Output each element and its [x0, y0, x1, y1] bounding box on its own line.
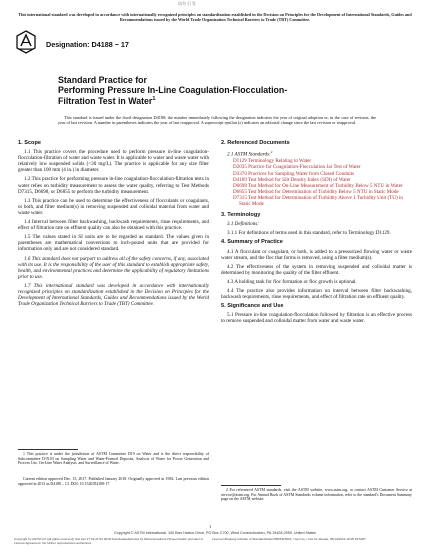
reference-link[interactable]: D6855 Test Method for Determination of Turbidity Below 5 NTU in Static Mode [233, 188, 399, 195]
footnote-1: 1 This practice is under the jurisdiction of ASTM Committee D19 on Water and is the direct responsibility of Subcommittee D19.03 on Sampling Water and Water-Formed Deposits, Analysis of Water for Power Generation and Process Use, On-Line Water Analysis, and Surveillance of Water. [18, 452, 209, 466]
para-1-7: 1.7 This international standard was developed in accordance with internationally recognized principles on standardization established in the Decision on Principles for the Development of International Standards, Guides and Recommendations issued by the World Trade Organization Technical Barriers to Trade (TBT) Committee. [18, 282, 209, 308]
title-footnote-marker: 1 [152, 96, 156, 103]
left-column [18, 140, 209, 310]
title-line-2: Performing Pressure In-Line Coagulation-Flocculation- [58, 84, 288, 95]
para-4-2: 4.2 The effectiveness of the system in removing suspended and colloidal matter is determined by monitoring the quality of the filter effluent. [221, 263, 412, 276]
para-5-1: 5.1 Pressure in-line coagulation-flocculation followed by filtration is an effective process to remove suspended and colloidal matter from water and waste water. [221, 312, 412, 325]
license-right: License=Zhejiang Institute of Standardization/5956115001, User=xx, r Not for Resale, 05/14/2019 19:05:26 MDT [212, 537, 366, 541]
para-1-4: 1.4 Interval between filter backwashing, backwash requirements, rinse requirements, and effect of filtration rate on effluent quality can also be obtained with this practice. [18, 219, 209, 232]
designation: Designation: D4188 − 17 [46, 40, 129, 49]
footnote-rule-right [221, 485, 281, 486]
astm-logo [16, 30, 36, 54]
title-line-3 [58, 95, 378, 107]
para-3-1: 3.1 Definitions: [227, 221, 259, 228]
para-1-6: 1.6 This standard does not purport to address all of the safety concerns, if any, associated with its use. It is the responsibility of the user of this standard to establish appropriate safety, health, and environmental practices and determine the applicability of regulatory limitations prior to use. [18, 255, 209, 280]
para-1-5: 1.5 The values stated in SI units are to be regarded as standard. The values given in parentheses are mathematical conversions to inch-pound units that are provided for information only and are not considered standard. [18, 234, 209, 253]
para-1-3: 1.3 This practice can be used to determine the effectiveness of flocculants or coagulants, or both, and filter medium(s) in removing suspended and colloidal material from water and waste water. [18, 197, 209, 216]
para-4-4: 4.4 The practice also provides information on interval between filter backwashing, backwash requirements, rinse requirements, and effect of filtration rate on effluent quality. [221, 287, 412, 301]
license-left: Copyright by ASTM Int'l (all rights reserved); Sat Jan 27 01:21:54 2018 Downloaded/printed by Mohammadreza Hosseinzadeh pursuant to License Agreement. No further reproductions authorized. [14, 537, 204, 545]
reference-link[interactable]: D7315 Test Method for Determination of Turbidity Above 1 Turbidity Unit (TU) in Static Mode [233, 194, 403, 208]
para-3-1-1: 3.1.1 For definitions of terms used in this standard, refer to Terminology D1129. [227, 230, 391, 237]
footnote-2: 2 For referenced ASTM standards, visit the ASTM website, www.astm.org, or contact ASTM Customer Service at service@astm.org. For Annual Book of ASTM Standards volume information, refer to the standard's Document Summary page on the ASTM website. [221, 488, 412, 502]
reference-link[interactable]: D3370 Practices for Sampling Water from Closed Conduits [233, 170, 355, 177]
document-title [58, 76, 378, 107]
para-1-2: 1.2 This practice for performing pressure in-line coagulation-flocculation-filtration tests in water relies on turbidity measurement to assess the water quality, referring to Test Methods D7315, D6698, or D6855 to perform the turbidity measurement. [18, 176, 209, 195]
standard-notice: This standard is issued under the fixed designation D4188; the number immediately following the designation indicates the year of original adoption or, in the case of revision, the year of last revision. A number in parentheses indicates the year of last reapproval. A superscript epsilon (ε) indicates an editorial change since the last revision or reapproval. [58, 115, 376, 126]
astm-standards-text: 2.1 ASTM Standards: [227, 151, 271, 158]
footnote-rule-left [18, 449, 78, 450]
para-4-3: 4.3 A holding tank for floc formation or floc growth is optional. [227, 278, 357, 285]
significance-heading: 5. Significance and Use [221, 303, 284, 310]
top-notice: This international standard was developed in accordance with internationally recognized principles on standardization established in the Decision on Principles for the Development of International Standards, Guides and Recommendations issued by the World Trade Organization Technical Barriers to Trade (TBT) Committee. [18, 12, 412, 23]
astm-standards-label [227, 149, 412, 158]
stamp-text: 请勿 引 发 [178, 1, 196, 6]
summary-heading: 4. Summary of Practice [221, 239, 283, 246]
reference-link[interactable]: D4189 Test Method for Silt Density Index (SDI) of Water [233, 176, 351, 183]
scope-heading: 1. Scope [18, 140, 42, 146]
page-number: 1 [209, 524, 212, 529]
para-4-1: 4.1 A flocculant or coagulant, or both, is added to a pressurized flowing water or waste water stream, and the floc that forms is removed, using a filter medium(s). [221, 248, 412, 261]
referenced-documents-heading: 2. Referenced Documents [221, 140, 290, 146]
title-line-1: Standard Practice for [58, 75, 147, 85]
para-1-1: 1.1 This practice covers the procedure used to perform pressure in-line coagulation-flocculation-filtration of water and waste water. It is applicable to water and waste water with relatively low suspended solids (<30 mg/L). The practice is applicable for any size filter greater than 100 mm (4 in.) in diameter. [18, 149, 209, 174]
title-line-3-text: Filtration Test in Water [58, 96, 153, 107]
astm-standards-footnote-marker: 2 [270, 150, 273, 155]
reference-link[interactable]: D1129 Terminology Relating to Water [233, 158, 312, 165]
reference-link[interactable]: D6698 Test Method for On-Line Measurement of Turbidity Below 5 NTU in Water [233, 182, 403, 189]
right-column [221, 140, 412, 327]
footnote-1-edition: Current edition approved Dec. 15, 2017. Published January 2018. Originally approved in 1982. Last previous edition approved in 2013 as D4188 – 13. DOI: 10.1520/D4188-17. [18, 477, 209, 486]
terminology-heading: 3. Terminology [221, 212, 261, 219]
copyright-line: Copyright © ASTM International, 100 Barr Harbor Drive, PO Box C700, West Conshohocken, PA 19428-2959. United States [113, 531, 316, 535]
reference-link[interactable]: D2035 Practice for Coagulation-Flocculation Jar Test of Water [233, 164, 361, 171]
